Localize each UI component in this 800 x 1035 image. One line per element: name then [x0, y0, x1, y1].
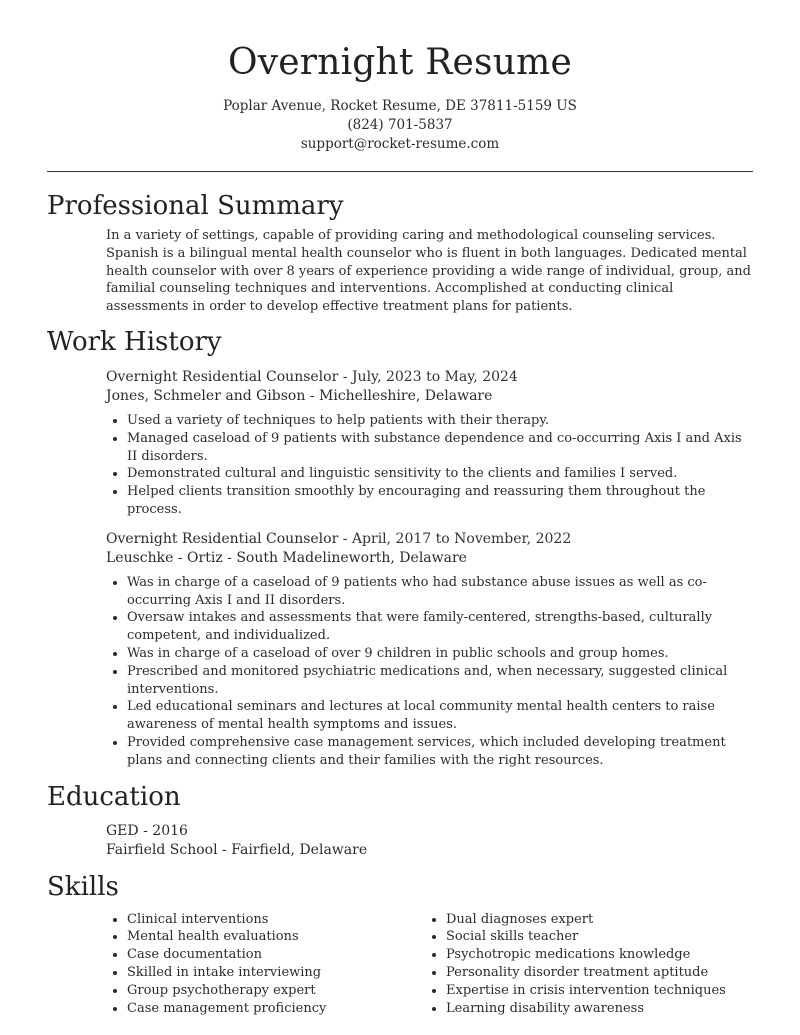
- education-degree-line: GED - 2016: [106, 822, 188, 839]
- list-item: • Was in charge of a caseload of over 9 children in public schools and group homes.: [127, 645, 753, 663]
- list-item: • Mental health evaluations: [127, 928, 425, 946]
- list-item: • Personality disorder treatment aptitude: [446, 964, 726, 982]
- skills-section: [47, 871, 753, 1018]
- job-location: Michelleshire, Delaware: [319, 387, 493, 404]
- work-history-section: [47, 326, 753, 770]
- job-title-line: Overnight Residential Counselor - July, 2023 to May, 2024: [106, 368, 518, 385]
- summary-heading: Professional Summary: [47, 191, 344, 221]
- job-title: Overnight Residential Counselor: [106, 530, 339, 547]
- job-title-line: Overnight Residential Counselor - April, 2017 to November, 2022: [106, 530, 572, 547]
- skills-heading: Skills: [47, 871, 119, 902]
- education-school: Fairfield School: [106, 841, 218, 858]
- job-company: Leuschke - Ortiz: [106, 549, 223, 566]
- job-bullets: [106, 574, 753, 770]
- list-item: • Prescribed and monitored psychiatric medications and, when necessary, suggested clinical interventions.: [127, 663, 753, 699]
- list-item: • Learning disability awareness: [446, 1000, 726, 1018]
- list-item: • Led educational seminars and lectures at local community mental health centers to raise awareness of mental health symptoms and issues.: [127, 698, 753, 734]
- job-title: Overnight Residential Counselor: [106, 368, 339, 385]
- list-item: • Demonstrated cultural and linguistic sensitivity to the clients and families I served.: [127, 465, 753, 483]
- contact-email: support@rocket-resume.com: [300, 136, 500, 152]
- job-location: South Madelineworth, Delaware: [236, 549, 467, 566]
- list-item: • Case documentation: [127, 946, 425, 964]
- skills-column-1: [106, 911, 425, 1018]
- resume-name: Overnight Resume: [228, 42, 572, 83]
- resume-page: [47, 0, 753, 1017]
- summary-text: In a variety of settings, capable of providing caring and methodological counseling services. Spanish is a bilingual mental health counselor who is fluent in both languages. Dedicated mental health counselor with over 8 years of experience providing a wide range of individual, group, and familial counseling techniques and interventions. Accomplished at conducting clinical assessments in order to develop effective treatment plans for patients.: [106, 228, 751, 315]
- list-item: • Dual diagnoses expert: [446, 911, 726, 929]
- education-school-line: Fairfield School - Fairfield, Delaware: [106, 841, 368, 858]
- education-section: [47, 781, 753, 860]
- job-dates: July, 2023 to May, 2024: [351, 368, 518, 385]
- list-item: • Provided comprehensive case management services, which included developing treatment plans and connecting clients and their families with the right resources.: [127, 734, 753, 770]
- list-item: • Oversaw intakes and assessments that were family-centered, strengths-based, culturally competent, and individualized.: [127, 609, 753, 645]
- job-company-line: Leuschke - Ortiz - South Madelineworth, Delaware: [106, 549, 467, 566]
- list-item: • Case management proficiency: [127, 1000, 425, 1018]
- list-item: • Was in charge of a caseload of 9 patients who had substance abuse issues as well as co-occurring Axis I and II disorders.: [127, 574, 753, 610]
- list-item: • Managed caseload of 9 patients with substance dependence and co-occurring Axis I and Axis II disorders.: [127, 430, 753, 466]
- list-item: • Used a variety of techniques to help patients with their therapy.: [127, 412, 753, 430]
- contact-address: Poplar Avenue, Rocket Resume, DE 37811-5159 US: [223, 98, 577, 114]
- education-entry: [106, 822, 753, 860]
- list-item: • Expertise in crisis intervention techniques: [446, 982, 726, 1000]
- list-item: • Clinical interventions: [127, 911, 425, 929]
- summary-section: [47, 190, 753, 316]
- job-company-line: Jones, Schmeler and Gibson - Michelleshire, Delaware: [106, 387, 493, 404]
- contact-phone: (824) 701-5837: [347, 117, 453, 133]
- header-divider: [47, 171, 753, 172]
- list-item: • Skilled in intake interviewing: [127, 964, 425, 982]
- education-heading: Education: [47, 781, 181, 812]
- job-dates: April, 2017 to November, 2022: [351, 530, 572, 547]
- education-location: Fairfield, Delaware: [231, 841, 368, 858]
- work-history-heading: Work History: [47, 326, 222, 357]
- job-entry: [106, 530, 753, 770]
- list-item: • Helped clients transition smoothly by encouraging and reassuring them throughout the process.: [127, 483, 753, 519]
- list-item: • Group psychotherapy expert: [127, 982, 425, 1000]
- job-bullets: [106, 412, 753, 519]
- contact-block: [47, 97, 753, 154]
- job-entry: [106, 368, 753, 519]
- education-year: 2016: [152, 822, 188, 839]
- list-item: • Social skills teacher: [446, 928, 726, 946]
- list-item: • Psychotropic medications knowledge: [446, 946, 726, 964]
- skills-column-2: [425, 911, 726, 1018]
- skills-grid: [106, 911, 753, 1018]
- job-company: Jones, Schmeler and Gibson: [106, 387, 306, 404]
- education-degree: GED: [106, 822, 139, 839]
